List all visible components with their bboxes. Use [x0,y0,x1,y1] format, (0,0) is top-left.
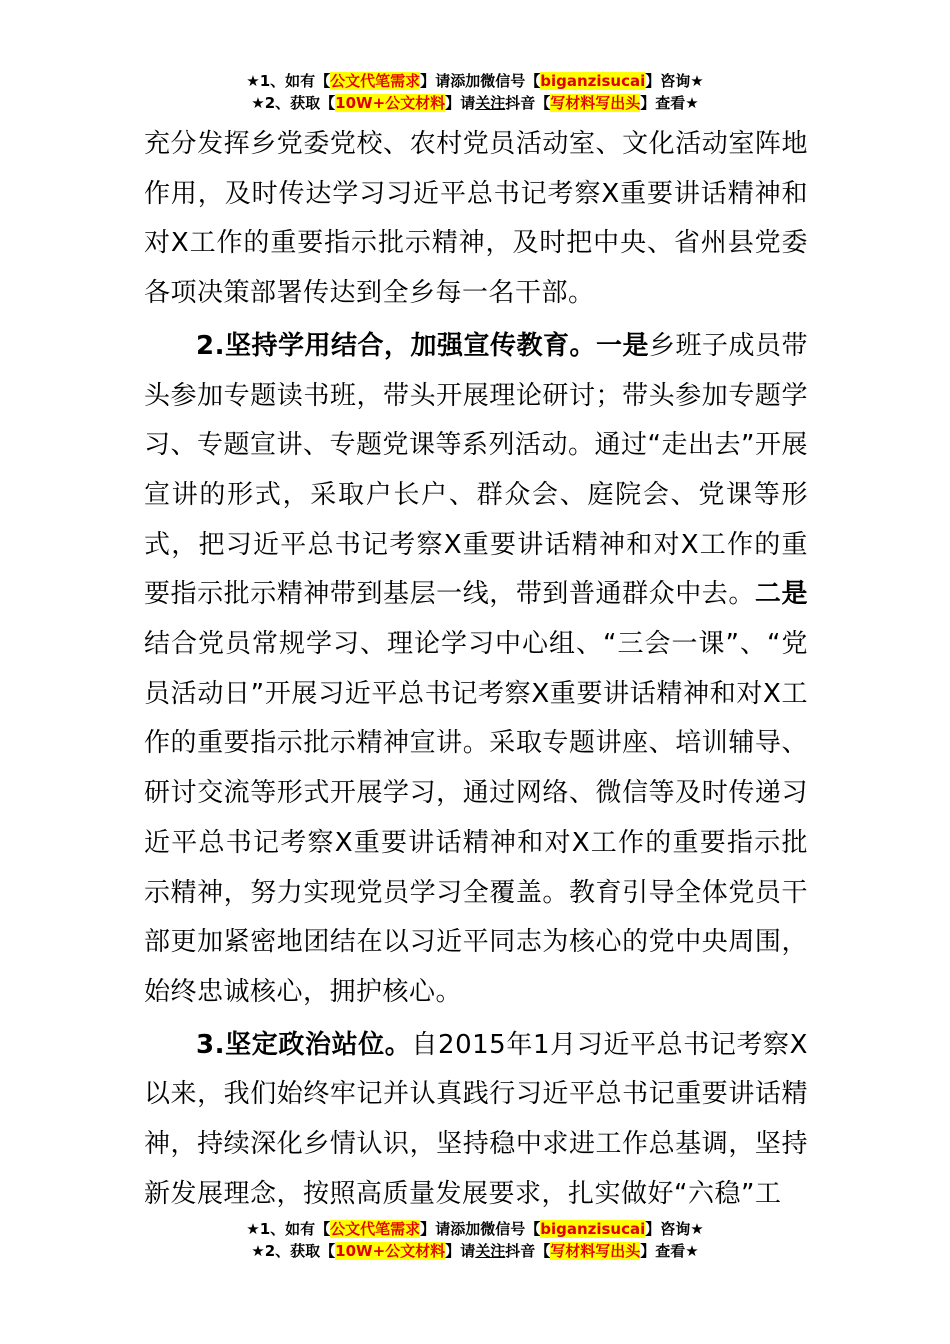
document-body [144,120,808,1219]
promo-mid-text: 抖音 [505,94,536,112]
bracket: 】 [420,1220,436,1238]
bracket: 】 [645,72,661,90]
section-heading-2: 2.坚持学用结合，加强宣传教育。 [196,330,596,361]
bracket: 】 [445,94,461,112]
promo-mid-text: 抖音 [505,1242,536,1260]
promo-prefix: ★2、获取 [251,94,321,112]
service-highlight: 公文代笔需求 [330,1220,421,1238]
promo-line-1 [0,1218,950,1240]
promo-suffix: 咨询★ [660,72,704,90]
item-label-first: 一是 [595,330,649,361]
bracket: 】 [420,72,436,90]
promo-follow-text: 关注 [475,94,506,112]
service-highlight: 公文代笔需求 [330,72,421,90]
bracket: 【 [535,1242,551,1260]
item-label-second: 二是 [754,579,808,610]
section-heading-3: 3.坚定政治站位。 [196,1029,412,1060]
promo-suffix: 查看★ [655,1242,699,1260]
bracket: 【 [320,1242,336,1260]
bracket: 【 [535,94,551,112]
promo-line-2 [0,92,950,114]
wechat-id: biganzisucai [540,1220,646,1238]
bracket: 】 [640,1242,656,1260]
bracket: 【 [320,94,336,112]
paragraph-3 [144,1021,808,1220]
paragraph-3-text: 自2015年1月习近平总书记考察X以来，我们始终牢记并认真践行习近平总书记重要讲话精神，持续深化乡情认识，坚持稳中求进工作总基调，坚持新发展理念，按照高质量发展要求，扎实做好“六稳”工 [144,1029,808,1209]
bracket: 【 [525,1220,541,1238]
material-highlight: 10W+公文材料 [335,94,446,112]
bracket: 】 [445,1242,461,1260]
promo-prefix: ★1、如有 [246,72,316,90]
wechat-id: biganzisucai [540,72,646,90]
promo-follow-text: 关注 [475,1242,506,1260]
promo-banner-top [0,70,950,114]
bracket: 【 [525,72,541,90]
paragraph-2 [144,322,808,1018]
promo-prefix: ★2、获取 [251,1242,321,1260]
douyin-account: 写材料写出头 [550,1242,641,1260]
douyin-account: 写材料写出头 [550,94,641,112]
promo-suffix: 查看★ [655,94,699,112]
bracket: 】 [640,94,656,112]
bracket: 【 [315,72,331,90]
promo-mid-text: 请添加微信号 [435,72,526,90]
material-highlight: 10W+公文材料 [335,1242,446,1260]
promo-mid-text: 请 [460,94,476,112]
promo-prefix: ★1、如有 [246,1220,316,1238]
promo-suffix: 咨询★ [660,1220,704,1238]
item-text-second: 结合党员常规学习、理论学习中心组、“三会一课”、“党员活动日”开展习近平总书记考察X重要讲话精神和对X工作的重要指示批示精神宣讲。采取专题讲座、培训辅导、研讨交流等形式开展学习，通过网络、微信等及时传递习近平总书记考察X重要讲话精神和对X工作的重要指示批示精神，努力实现党员学习全覆盖。教育引导全体党员干部更加紧密地团结在以习近平同志为核心的党中央周围，始终忠诚核心，拥护核心。 [144,629,808,1007]
bracket: 【 [315,1220,331,1238]
item-text-first: 乡班子成员带头参加专题读书班，带头开展理论研讨；带头参加专题学习、专题宣讲、专题党课等系列活动。通过“走出去”开展宣讲的形式，采取户长户、群众会、庭院会、党课等形式，把习近平总书记考察X重要讲话精神和对X工作的重要指示批示精神带到基层一线，带到普通群众中去。 [144,330,808,610]
paragraph-1: 充分发挥乡党委党校、农村党员活动室、文化活动室阵地作用，及时传达学习习近平总书记考察X重要讲话精神和对X工作的重要指示批示精神，及时把中央、省州县党委各项决策部署传达到全乡每一名干部。 [144,129,808,309]
promo-banner-bottom [0,1218,950,1262]
promo-line-2 [0,1240,950,1262]
promo-mid-text: 请添加微信号 [435,1220,526,1238]
promo-mid-text: 请 [460,1242,476,1260]
bracket: 】 [645,1220,661,1238]
promo-line-1 [0,70,950,92]
